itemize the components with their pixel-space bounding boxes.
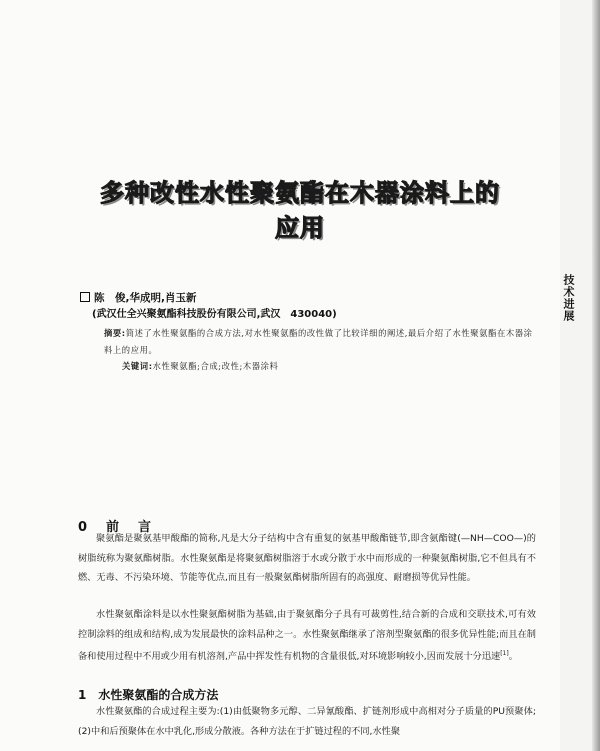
page-edge-shadow bbox=[592, 0, 600, 751]
section-0-paragraph-2 bbox=[78, 605, 536, 667]
section-0-paragraph-1: 聚氨酯是聚氨基甲酸酯的简称,凡是大分子结构中含有重复的氨基甲酸酯链节,即含氨酯键(—NH—COO—)的树脂统称为聚氨酯树脂。水性聚氨酯是将聚氨酯树脂溶于水或分散于水中而形成的一种聚氨酯树脂,它不但具有不燃、无毒、不污染环境、节能等优点,而且有一般聚氨酯树脂所固有的高强度、耐磨损等优异性能。 bbox=[78, 533, 536, 583]
abstract-label: 摘要: bbox=[104, 328, 126, 338]
keywords bbox=[122, 360, 278, 372]
section-0-heading: 0 前 言 bbox=[78, 520, 155, 535]
paragraph-2-end: 。 bbox=[508, 651, 518, 663]
square-bullet-icon bbox=[80, 292, 90, 302]
section-1-paragraph-1: 水性聚氨酯的合成过程主要为:(1)由低聚物多元醇、二异氰酸酯、扩链剂形成中高相对分子质量的PU预聚体;(2)中和后预聚体在水中乳化,形成分散液。各种方法在于扩链过程的不同,水性聚 bbox=[78, 706, 536, 737]
abstract bbox=[104, 325, 534, 359]
section-label: 技术进展 bbox=[562, 274, 575, 322]
keywords-label: 关键词: bbox=[122, 361, 153, 371]
authors-line bbox=[80, 290, 196, 305]
paragraph-2-text: 水性聚氨酯涂料是以水性聚氨酯树脂为基础,由于聚氨酯分子具有可裁剪性,结合新的合成和交联技术,可有效控制涂料的组成和结构,成为发展最快的涂料品种之一。水性聚氨酯继承了溶剂型聚氨酯的很多优异性能;而且在制备和使用过程中不用或少用有机溶剂,产品中挥发性有机物的含量很低,对环境影响较小,因而发展十分迅速 bbox=[78, 609, 536, 663]
abstract-text: 简述了水性聚氨酯的合成方法,对水性聚氨酯的改性做了比较详细的阐述,最后介绍了水性聚氨酯在木器涂料上的应用。 bbox=[104, 328, 533, 355]
affiliation: (武汉仕全兴聚氨酯科技股份有限公司,武汉 430040) bbox=[92, 309, 337, 320]
article-title-line1: 多种改性水性聚氨酯在木器涂料上的 bbox=[100, 178, 500, 207]
keywords-text: 水性聚氨酯;合成;改性;木器涂料 bbox=[152, 361, 279, 371]
authors: 陈 俊,华成明,肖玉新 bbox=[94, 292, 197, 304]
article-title-line2: 应用 bbox=[275, 213, 325, 242]
citation-ref: [1] bbox=[500, 650, 509, 657]
section-1-heading: 1 水性聚氨酯的合成方法 bbox=[78, 688, 219, 702]
